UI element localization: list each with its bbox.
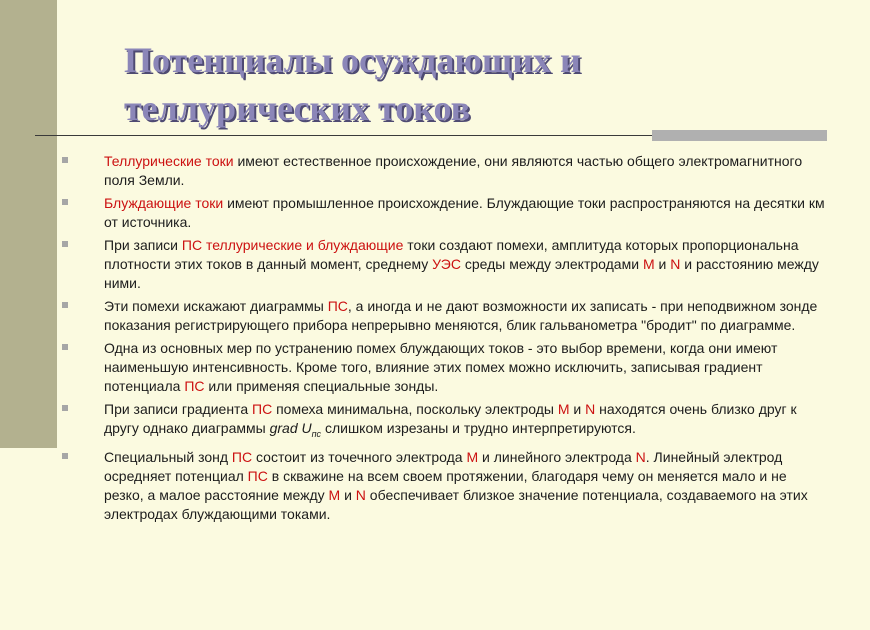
bullet-text: токи создают помехи, амплитуда которых пропорциональна плотности этих токов в данный момент, среднему (104, 237, 799, 272)
highlighted-term: ПС (231, 448, 253, 465)
bullet-text: в скважине на всем своем протяжении, благодаря чему он меняется мало и не резко, а малое расстояние между (104, 467, 787, 503)
highlighted-term: М (328, 486, 341, 503)
bullet-text: Специальный зонд (104, 448, 232, 465)
bullet-list (0, 152, 870, 528)
bullet-text: и (654, 256, 671, 272)
highlighted-term: М (642, 256, 655, 272)
bullet-item (0, 152, 828, 190)
slide-title-line-2: теллурических токов (124, 88, 471, 128)
square-bullet-icon (62, 453, 68, 459)
bullet-text: слишком изрезаны и трудно интерпретируются. (321, 420, 636, 436)
highlighted-term: ПС (247, 467, 268, 484)
highlighted-term: ПС (181, 237, 203, 253)
square-bullet-icon (62, 302, 68, 308)
highlighted-term: М (557, 401, 570, 417)
bullet-text: или применяя специальные зонды. (204, 378, 439, 394)
bullet-text: и линейного электрода (478, 448, 636, 465)
highlighted-term: N (635, 448, 646, 465)
bullet-item (0, 400, 828, 444)
highlighted-term: М (466, 448, 479, 465)
bullet-item (0, 194, 828, 232)
bullet-text: имеют промышленное происхождение. Блуждающие токи распространяются на десятки км от источника. (104, 195, 825, 230)
highlighted-term: Теллурические токи (104, 153, 234, 169)
slide-title-line-1: Потенциалы осуждающих и (124, 40, 581, 80)
bullet-text: и расстоянию между ними. (104, 256, 819, 291)
title-divider-bar (652, 130, 827, 141)
bullet-text: При записи (104, 237, 182, 253)
square-bullet-icon (62, 405, 68, 411)
bullet-text: находятся очень близко друг к другу однако диаграммы (104, 401, 797, 436)
bullet-text: Одна из основных мер по устранению помех блуждающих токов - это выбор времени, когда они имеют наименьшую интенсивность. Кроме того, влияние этих помех можно исключить, записывая градиент потенциала (104, 340, 778, 394)
bullet-text: При записи градиента (104, 401, 252, 417)
bullet-text: состоит из точечного электрода (252, 448, 467, 465)
bullet-text: Эти помехи искажают диаграммы (104, 298, 328, 314)
highlighted-term: ПС (327, 298, 348, 314)
square-bullet-icon (62, 157, 68, 163)
bullet-text: обеспечивает близкое значение потенциала, создаваемого на этих электродах блуждающими токами. (104, 486, 808, 522)
highlighted-term: ПС (252, 401, 273, 417)
bullet-text: , а иногда и не дают возможности их записать - при неподвижном зонде показания регистрирующего прибора непрерывно меняются, блик гальванометра "бродит" по диаграмме. (104, 298, 818, 333)
slide-title (124, 36, 824, 132)
highlighted-term: ПС (184, 378, 205, 394)
highlighted-term: УЭС (432, 256, 461, 272)
square-bullet-icon (62, 344, 68, 350)
bullet-text: среды между электродами (460, 256, 643, 272)
bullet-item (0, 297, 828, 335)
highlighted-term: теллурические и блуждающие (205, 237, 404, 253)
highlighted-term: Блуждающие токи (104, 195, 224, 211)
bullet-item (0, 236, 828, 293)
bullet-text: и (340, 486, 356, 503)
highlighted-term: N (355, 486, 366, 503)
square-bullet-icon (62, 199, 68, 205)
bullet-text: помеха минимальна, поскольку электроды (272, 401, 558, 417)
bullet-item (0, 339, 828, 396)
square-bullet-icon (62, 241, 68, 247)
italic-term: grad U (269, 420, 312, 436)
highlighted-term: N (585, 401, 596, 417)
highlighted-term: N (670, 256, 681, 272)
bullet-text: . Линейный электрод осредняет потенциал (104, 448, 783, 484)
bullet-text: имеют естественное происхождение, они являются частью общего электромагнитного поля Земли. (104, 153, 803, 188)
subscript-text: пс (311, 428, 322, 439)
bullet-item (0, 448, 828, 524)
bullet-text: и (569, 401, 586, 417)
